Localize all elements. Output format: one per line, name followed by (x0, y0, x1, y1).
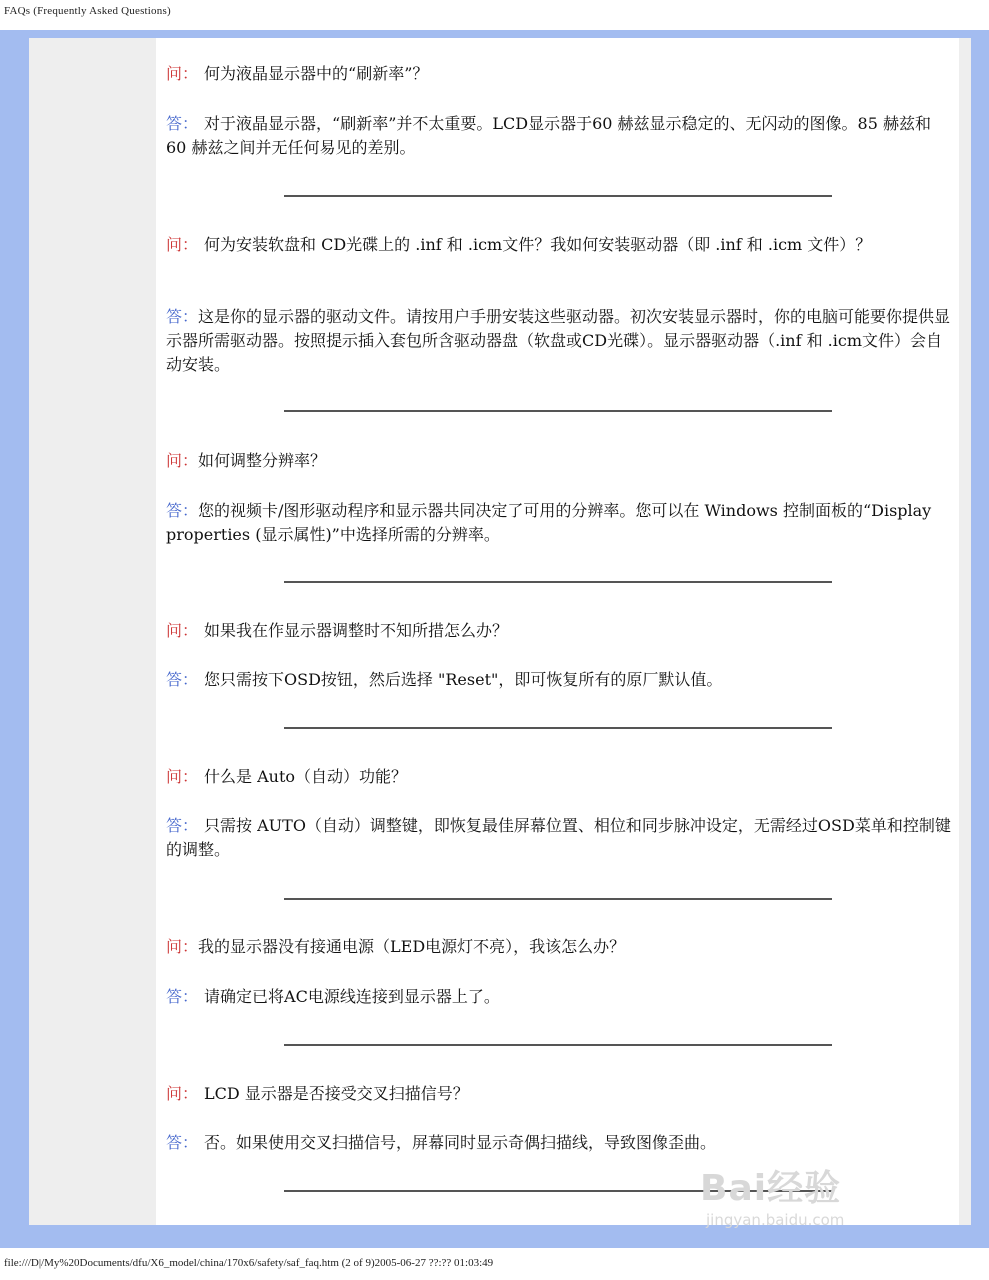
faq-answer-driver-files (166, 305, 952, 377)
faq-answer-resolution (166, 499, 952, 547)
section-divider (284, 581, 832, 583)
question (166, 765, 952, 789)
section-divider (284, 195, 832, 197)
question-label: 问： (166, 621, 199, 640)
question (166, 449, 952, 473)
faq-item-driver-files (166, 233, 952, 257)
faq-item-resolution (166, 449, 952, 473)
faq-answer-refresh-rate (166, 112, 952, 160)
section-divider (284, 1044, 832, 1046)
baidu-watermark (700, 1160, 844, 1229)
watermark-url: jingyan.baidu.com (706, 1211, 845, 1229)
question (166, 62, 952, 86)
answer (166, 1131, 952, 1155)
answer-text: 您只需按下OSD按钮，然后选择 "Reset"，即可恢复所有的原厂默认值。 (204, 670, 723, 689)
answer-label: 答： (166, 307, 199, 326)
question-text: 如果我在作显示器调整时不知所措怎么办？ (204, 621, 509, 640)
question (166, 1082, 952, 1106)
answer (166, 668, 952, 692)
answer-label: 答： (166, 114, 199, 133)
question-label: 问： (166, 451, 199, 470)
faq-item-reset (166, 619, 952, 643)
question-text: 什么是 Auto（自动）功能？ (204, 767, 408, 786)
answer (166, 112, 952, 160)
answer-label: 答： (166, 987, 199, 1006)
answer (166, 985, 952, 1009)
answer-text: 请确定已将AC电源线连接到显示器上了。 (204, 987, 500, 1006)
question (166, 233, 952, 257)
page-footer-path: file:///D|/My%20Documents/dfu/X6_model/china/170x6/safety/saf_faq.htm (2 of 9)2005-06-27 ??:?? 01:03:49 (4, 1257, 494, 1269)
question-text: 我的显示器没有接通电源（LED电源灯不亮），我该怎么办？ (198, 937, 626, 956)
answer-label: 答： (166, 501, 199, 520)
question-label: 问： (166, 64, 199, 83)
answer-text: 您的视频卡/图形驱动程序和显示器共同决定了可用的分辨率。您可以在 Windows 控制面板的“Display properties (显示属性)”中选择所需的分辨率。 (166, 501, 932, 544)
section-divider (284, 727, 832, 729)
faq-item-refresh-rate (166, 62, 952, 86)
question-label: 问： (166, 937, 199, 956)
faq-answer-reset (166, 668, 952, 692)
answer-label: 答： (166, 1133, 199, 1152)
section-divider (284, 898, 832, 900)
page-header-title: FAQs (Frequently Asked Questions) (4, 5, 171, 17)
faq-answer-power (166, 985, 952, 1009)
question-text: 如何调整分辨率？ (198, 451, 327, 470)
answer-text: 只需按 AUTO（自动）调整键，即恢复最佳屏幕位置、相位和同步脉冲设定，无需经过OSD菜单和控制键的调整。 (166, 816, 951, 859)
answer-text: 对于液晶显示器，“刷新率”并不太重要。LCD显示器于60 赫兹显示稳定的、无闪动的图像。85 赫兹和 60 赫兹之间并无任何易见的差别。 (166, 114, 931, 157)
answer-label: 答： (166, 670, 199, 689)
left-sidebar (29, 38, 156, 1225)
section-divider (284, 410, 832, 412)
question (166, 935, 952, 959)
answer (166, 305, 952, 377)
answer-text: 这是你的显示器的驱动文件。请按用户手册安装这些驱动器。初次安装显示器时，你的电脑可能要你提供显示器所需驱动器。按照提示插入套包所含驱动器盘（软盘或CD光碟）。显示器驱动器（.inf 和 .icm文件）会自动安装。 (166, 307, 951, 374)
question-text: LCD 显示器是否接受交叉扫描信号？ (204, 1084, 469, 1103)
question-text: 何为安装软盘和 CD光碟上的 .inf 和 .icm文件？我如何安装驱动器（即 .inf 和 .icm 文件）？ (204, 235, 872, 254)
question-text: 何为液晶显示器中的“刷新率”？ (204, 64, 429, 83)
faq-answer-interlace (166, 1131, 952, 1155)
question-label: 问： (166, 235, 199, 254)
answer-label: 答： (166, 816, 199, 835)
watermark-logo-text: Bai经验 (700, 1168, 842, 1209)
faq-item-power (166, 935, 952, 959)
right-sidebar (959, 38, 971, 1225)
answer (166, 499, 952, 547)
faq-answer-auto (166, 814, 952, 862)
question-label: 问： (166, 1084, 199, 1103)
question-label: 问： (166, 767, 199, 786)
answer-text: 否。如果使用交叉扫描信号，屏幕同时显示奇偶扫描线，导致图像歪曲。 (204, 1133, 717, 1152)
faq-item-auto (166, 765, 952, 789)
faq-item-interlace (166, 1082, 952, 1106)
faq-content (156, 38, 959, 1225)
question (166, 619, 952, 643)
answer (166, 814, 952, 862)
